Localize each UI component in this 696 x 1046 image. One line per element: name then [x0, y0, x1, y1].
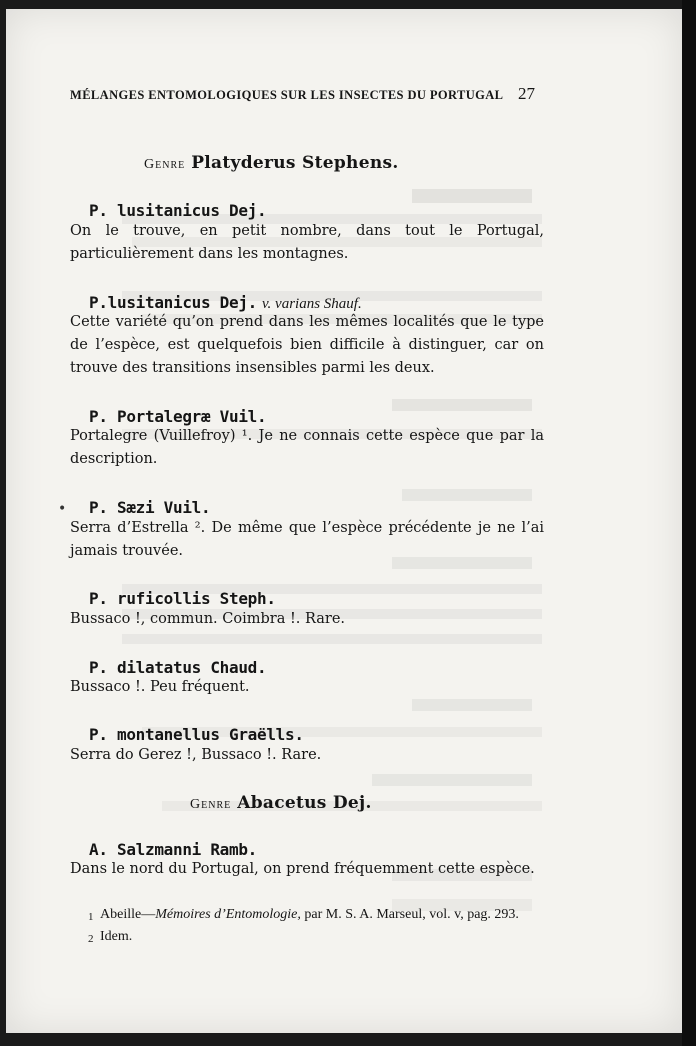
footnote-1	[100, 907, 519, 923]
species-name-saezi: P. Sæzi Vuil.	[89, 498, 211, 517]
species-text-lusitanicus: On le trouve, en petit nombre, dans tout le Portugal, particulièrement dans les montagnes.	[70, 223, 544, 262]
scanner-edge	[682, 0, 696, 1046]
species-text-saezi: Serra d’Estrella ². De même que l’espèce précédente je ne l’ai jamais trouvée.	[70, 520, 544, 559]
page-text	[6, 9, 682, 1033]
species-name: P.lusitanicus Dej.	[89, 293, 257, 312]
genre-label: Genre	[190, 797, 232, 812]
species-name-dilatatus: P. dilatatus Chaud.	[89, 658, 267, 677]
species-text-ruficollis: Bussaco !, commun. Coimbra !. Rare.	[70, 611, 346, 627]
species-name-lusitanicus: P. lusitanicus Dej.	[89, 201, 267, 220]
species-text-salzmanni: Dans le nord du Portugal, on prend fréquemment cette espèce.	[70, 861, 535, 877]
genre-name: Abacetus Dej.	[237, 793, 372, 813]
running-header: MÉLANGES ENTOMOLOGIQUES SUR LES INSECTES DU PORTUGAL	[70, 88, 504, 102]
species-name-salzmanni: A. Salzmanni Ramb.	[89, 840, 257, 859]
species-name-montanellus: P. montanellus Graëlls.	[89, 725, 304, 744]
species-name-varians	[89, 293, 362, 313]
genre-name: Platyderus Stephens.	[191, 153, 399, 173]
variety-name: v. varians Shauf.	[262, 296, 362, 312]
footnote-2-mark: 2	[88, 933, 94, 945]
page-number: 27	[518, 84, 535, 103]
footnote-title: Mémoires d’Entomologie,	[155, 907, 301, 922]
species-text-montanellus: Serra do Gerez !, Bussaco !. Rare.	[70, 747, 322, 763]
genre-label: Genre	[144, 157, 186, 172]
species-name-portalegrae: P. Portalegræ Vuil.	[89, 407, 267, 426]
footnote-2: Idem.	[100, 929, 133, 944]
paper-sheet	[6, 9, 682, 1033]
genre-heading-abacetus	[190, 793, 372, 813]
species-text-varians: Cette variété qu’on prend dans les mêmes localités que le type de l’espèce, est quelquefois bien difficile à distinguer, car on trouve des transitions insensibles parmi les deux.	[70, 314, 544, 376]
genre-heading-platyderus	[144, 153, 399, 173]
footnote-1-mark: 1	[88, 911, 94, 923]
species-name-ruficollis: P. ruficollis Steph.	[89, 589, 276, 608]
species-text-dilatatus: Bussaco !. Peu fréquent.	[70, 679, 250, 695]
footnote-rest: par M. S. A. Marseul, vol. v, pag. 293.	[300, 907, 519, 922]
species-text-portalegrae: Portalegre (Vuillefroy) ¹. Je ne connais cette espèce que par la description.	[70, 428, 544, 467]
margin-dot: •	[58, 501, 67, 517]
footnote-author: Abeille—	[100, 907, 156, 922]
